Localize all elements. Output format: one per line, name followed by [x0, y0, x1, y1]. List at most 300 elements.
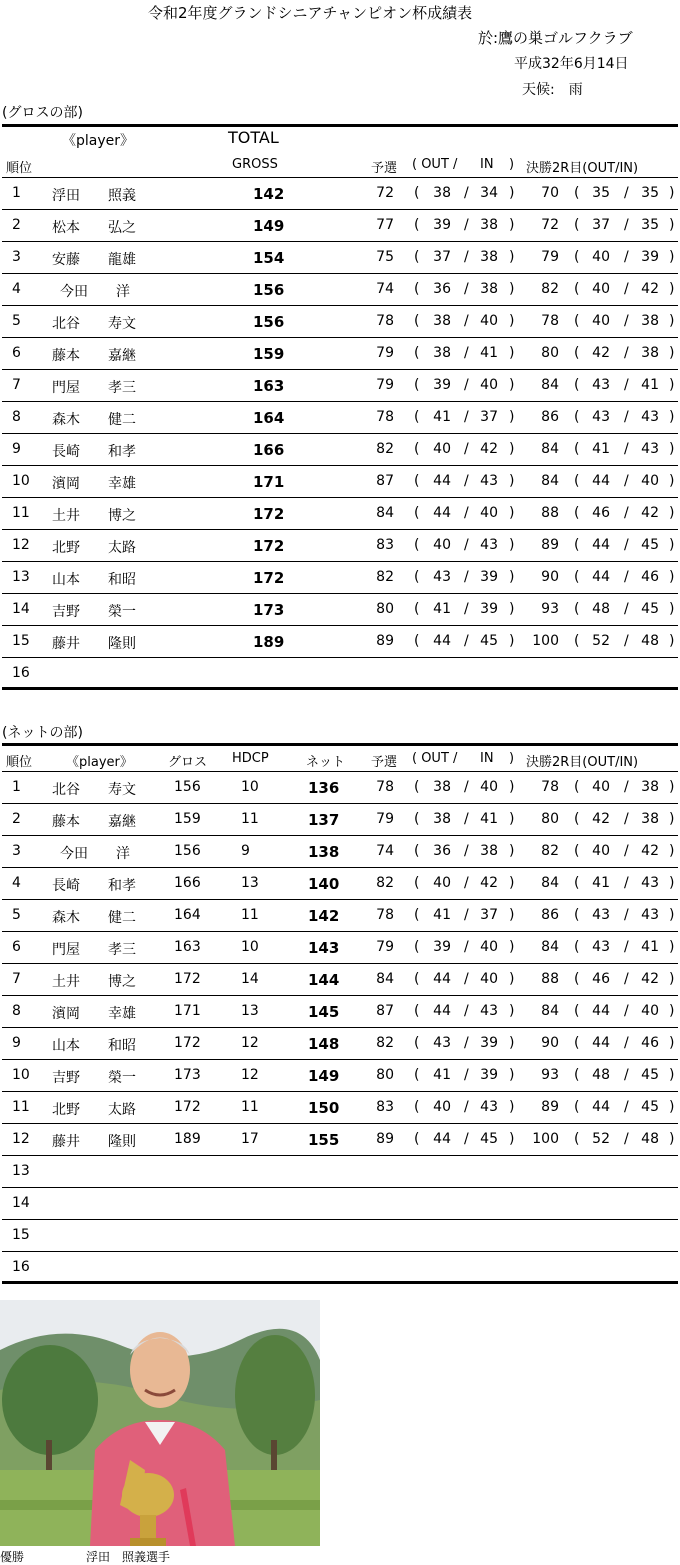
paren-open: (	[414, 875, 420, 891]
prelim-score: 75	[376, 249, 394, 265]
net-col-player: 《player》	[66, 755, 133, 770]
slash: /	[624, 313, 629, 329]
paren-close: )	[669, 249, 675, 265]
prelim-out: 40	[433, 537, 451, 553]
gross-score: 156	[174, 779, 201, 795]
gross-col-in: IN	[480, 157, 494, 172]
paren-close: )	[509, 971, 515, 987]
paren-open: (	[574, 505, 580, 521]
prelim-score: 78	[376, 779, 394, 795]
prelim-in: 38	[480, 281, 498, 297]
prelim-score: 79	[376, 345, 394, 361]
paren-open: (	[414, 249, 420, 265]
prelim-score: 72	[376, 185, 394, 201]
gross-score: 172	[174, 1035, 201, 1051]
final-out: 52	[592, 633, 610, 649]
final-out: 42	[592, 345, 610, 361]
prelim-score: 89	[376, 633, 394, 649]
paren-open: (	[574, 1067, 580, 1083]
total-gross: 156	[253, 281, 285, 299]
prelim-in: 43	[480, 537, 498, 553]
prelim-out: 38	[433, 185, 451, 201]
gross-col-rank: 順位	[6, 161, 33, 176]
gross-score: 171	[174, 1003, 201, 1019]
slash: /	[464, 377, 469, 393]
prelim-out: 39	[433, 939, 451, 955]
slash: /	[624, 633, 629, 649]
player-first-name: 榮一	[108, 1070, 136, 1086]
paren-close: )	[509, 1131, 515, 1147]
paren-close: )	[669, 473, 675, 489]
total-gross: 154	[253, 249, 285, 267]
prelim-score: 79	[376, 377, 394, 393]
slash: /	[464, 313, 469, 329]
rank-cell: 14	[12, 1195, 30, 1211]
table-row	[0, 836, 680, 868]
paren-open: (	[574, 633, 580, 649]
paren-close: )	[669, 779, 675, 795]
rank-cell: 3	[12, 249, 21, 265]
final-score: 79	[541, 249, 559, 265]
paren-open: (	[414, 907, 420, 923]
final-out: 44	[592, 1099, 610, 1115]
hdcp-value: 12	[241, 1035, 259, 1051]
paren-open: (	[574, 249, 580, 265]
slash: /	[624, 939, 629, 955]
rank-cell: 7	[12, 971, 21, 987]
paren-close: )	[509, 185, 515, 201]
slash: /	[464, 843, 469, 859]
prelim-in: 39	[480, 1067, 498, 1083]
slash: /	[464, 779, 469, 795]
paren-open: (	[574, 939, 580, 955]
final-in: 43	[641, 875, 659, 891]
net-col-rank: 順位	[6, 755, 33, 770]
prelim-score: 74	[376, 843, 394, 859]
prelim-out: 38	[433, 345, 451, 361]
prelim-score: 83	[376, 1099, 394, 1115]
slash: /	[624, 249, 629, 265]
prelim-in: 45	[480, 1131, 498, 1147]
slash: /	[624, 601, 629, 617]
net-score: 142	[308, 907, 340, 925]
final-score: 82	[541, 843, 559, 859]
prelim-out: 36	[433, 843, 451, 859]
prelim-in: 38	[480, 217, 498, 233]
paren-open: (	[414, 441, 420, 457]
rank-cell: 15	[12, 1227, 30, 1243]
winner-photo	[0, 1300, 320, 1546]
final-in: 46	[641, 1035, 659, 1051]
prelim-score: 79	[376, 939, 394, 955]
paren-open: (	[574, 1035, 580, 1051]
final-score: 84	[541, 377, 559, 393]
final-out: 43	[592, 939, 610, 955]
prelim-score: 78	[376, 313, 394, 329]
table-row	[0, 626, 680, 658]
event-date: 平成32年6月14日	[514, 56, 629, 72]
gross-score: 166	[174, 875, 201, 891]
paren-open: (	[574, 1003, 580, 1019]
final-out: 44	[592, 473, 610, 489]
paren-open: (	[414, 313, 420, 329]
table-row	[0, 498, 680, 530]
paren-close: )	[509, 537, 515, 553]
player-first-name: 洋	[116, 846, 130, 862]
final-in: 39	[641, 249, 659, 265]
rank-cell: 5	[12, 907, 21, 923]
player-first-name: 榮一	[108, 604, 136, 620]
slash: /	[624, 843, 629, 859]
paren-close: )	[669, 939, 675, 955]
table-row	[0, 996, 680, 1028]
table-row	[0, 530, 680, 562]
player-last-name: 安藤	[52, 252, 80, 268]
table-row	[0, 932, 680, 964]
paren-close: )	[669, 1131, 675, 1147]
rank-cell: 13	[12, 569, 30, 585]
slash: /	[624, 1131, 629, 1147]
paren-open: (	[414, 473, 420, 489]
final-in: 42	[641, 971, 659, 987]
paren-close: )	[509, 441, 515, 457]
player-first-name: 龍雄	[108, 252, 136, 268]
prelim-in: 43	[480, 473, 498, 489]
slash: /	[624, 537, 629, 553]
total-gross: 142	[253, 185, 285, 203]
final-in: 43	[641, 409, 659, 425]
final-out: 41	[592, 875, 610, 891]
table-row	[0, 338, 680, 370]
rank-cell: 8	[12, 409, 21, 425]
player-first-name: 幸雄	[108, 476, 136, 492]
final-out: 43	[592, 377, 610, 393]
net-score: 145	[308, 1003, 340, 1021]
final-out: 40	[592, 249, 610, 265]
paren-open: (	[414, 633, 420, 649]
paren-open: (	[574, 441, 580, 457]
paren-close: )	[669, 377, 675, 393]
player-first-name: 隆則	[108, 1134, 136, 1150]
prelim-out: 40	[433, 441, 451, 457]
player-last-name: 吉野	[52, 1070, 80, 1086]
gross-col-close: )	[509, 157, 515, 172]
prelim-score: 83	[376, 537, 394, 553]
slash: /	[464, 409, 469, 425]
slash: /	[464, 939, 469, 955]
paren-close: )	[509, 281, 515, 297]
total-gross: 172	[253, 537, 285, 555]
rank-cell: 1	[12, 185, 21, 201]
player-first-name: 幸雄	[108, 1006, 136, 1022]
hdcp-value: 11	[241, 811, 259, 827]
final-in: 38	[641, 345, 659, 361]
slash: /	[464, 569, 469, 585]
prelim-score: 74	[376, 281, 394, 297]
player-first-name: 太路	[108, 540, 136, 556]
paren-close: )	[509, 313, 515, 329]
paren-open: (	[574, 1099, 580, 1115]
player-first-name: 和孝	[108, 878, 136, 894]
paren-open: (	[574, 601, 580, 617]
net-col-final: 決勝2R目(OUT/IN)	[526, 755, 639, 770]
final-in: 40	[641, 1003, 659, 1019]
paren-open: (	[414, 217, 420, 233]
table-row	[0, 1092, 680, 1124]
slash: /	[464, 473, 469, 489]
paren-open: (	[574, 409, 580, 425]
slash: /	[624, 185, 629, 201]
final-score: 84	[541, 473, 559, 489]
total-gross: 166	[253, 441, 285, 459]
player-first-name: 隆則	[108, 636, 136, 652]
final-out: 42	[592, 811, 610, 827]
paren-open: (	[414, 843, 420, 859]
paren-close: )	[669, 971, 675, 987]
total-gross: 156	[253, 313, 285, 331]
player-first-name: 嘉継	[108, 814, 136, 830]
table-row	[0, 964, 680, 996]
prelim-in: 38	[480, 843, 498, 859]
rank-cell: 10	[12, 1067, 30, 1083]
gross-col-total: TOTAL	[228, 128, 279, 147]
gross-section-title: (グロスの部)	[2, 105, 83, 121]
final-in: 41	[641, 939, 659, 955]
paren-open: (	[414, 569, 420, 585]
gross-score: 189	[174, 1131, 201, 1147]
paren-close: )	[669, 1035, 675, 1051]
prelim-in: 41	[480, 345, 498, 361]
paren-open: (	[414, 505, 420, 521]
slash: /	[624, 281, 629, 297]
slash: /	[464, 441, 469, 457]
slash: /	[464, 1035, 469, 1051]
paren-close: )	[669, 281, 675, 297]
slash: /	[624, 217, 629, 233]
rank-cell: 11	[12, 1099, 30, 1115]
net-score: 137	[308, 811, 340, 829]
slash: /	[464, 1131, 469, 1147]
prelim-out: 38	[433, 313, 451, 329]
prelim-score: 80	[376, 1067, 394, 1083]
player-last-name: 山本	[52, 1038, 80, 1054]
prelim-in: 40	[480, 971, 498, 987]
table-row	[0, 466, 680, 498]
player-first-name: 和孝	[108, 444, 136, 460]
paren-close: )	[509, 939, 515, 955]
table-row	[0, 1060, 680, 1092]
slash: /	[624, 875, 629, 891]
prelim-out: 44	[433, 1131, 451, 1147]
player-last-name: 藤本	[52, 814, 80, 830]
hdcp-value: 10	[241, 779, 259, 795]
final-in: 35	[641, 185, 659, 201]
table-row	[0, 402, 680, 434]
paren-close: )	[669, 185, 675, 201]
paren-close: )	[669, 875, 675, 891]
total-gross: 172	[253, 505, 285, 523]
table-row	[0, 1252, 680, 1284]
rank-cell: 13	[12, 1163, 30, 1179]
final-score: 78	[541, 313, 559, 329]
final-score: 88	[541, 505, 559, 521]
net-score: 144	[308, 971, 340, 989]
table-row	[0, 1220, 680, 1252]
player-first-name: 寿文	[108, 782, 136, 798]
hdcp-value: 14	[241, 971, 259, 987]
final-score: 100	[532, 633, 559, 649]
net-col-gross: グロス	[168, 755, 208, 770]
slash: /	[464, 971, 469, 987]
slash: /	[464, 811, 469, 827]
net-score: 136	[308, 779, 340, 797]
slash: /	[464, 601, 469, 617]
player-last-name: 藤井	[52, 636, 80, 652]
prelim-out: 41	[433, 409, 451, 425]
final-in: 43	[641, 907, 659, 923]
paren-open: (	[414, 537, 420, 553]
prelim-in: 40	[480, 313, 498, 329]
paren-close: )	[509, 217, 515, 233]
rank-cell: 8	[12, 1003, 21, 1019]
paren-close: )	[509, 1035, 515, 1051]
hdcp-value: 12	[241, 1067, 259, 1083]
prelim-out: 39	[433, 377, 451, 393]
player-last-name: 松本	[52, 220, 80, 236]
final-score: 84	[541, 939, 559, 955]
paren-open: (	[414, 971, 420, 987]
paren-close: )	[509, 779, 515, 795]
final-score: 82	[541, 281, 559, 297]
table-row	[0, 210, 680, 242]
rank-cell: 15	[12, 633, 30, 649]
slash: /	[624, 569, 629, 585]
rank-cell: 9	[12, 1035, 21, 1051]
player-last-name: 濱岡	[52, 476, 80, 492]
final-score: 90	[541, 1035, 559, 1051]
final-in: 43	[641, 441, 659, 457]
prelim-score: 89	[376, 1131, 394, 1147]
gross-col-out: ( OUT /	[412, 157, 458, 172]
prelim-out: 43	[433, 569, 451, 585]
prelim-score: 84	[376, 971, 394, 987]
prelim-in: 38	[480, 249, 498, 265]
row-rule	[2, 1281, 678, 1284]
gross-score: 172	[174, 1099, 201, 1115]
final-out: 40	[592, 281, 610, 297]
paren-close: )	[669, 537, 675, 553]
final-in: 46	[641, 569, 659, 585]
net-score: 149	[308, 1067, 340, 1085]
venue-label: 於:鷹の巣ゴルフクラブ	[478, 29, 633, 47]
slash: /	[464, 1003, 469, 1019]
rank-cell: 12	[12, 1131, 30, 1147]
gross-score: 159	[174, 811, 201, 827]
total-gross: 171	[253, 473, 285, 491]
paren-close: )	[509, 1099, 515, 1115]
final-out: 43	[592, 409, 610, 425]
final-score: 80	[541, 811, 559, 827]
net-score: 150	[308, 1099, 340, 1117]
paren-close: )	[669, 843, 675, 859]
gross-score: 156	[174, 843, 201, 859]
prelim-out: 40	[433, 875, 451, 891]
net-score: 143	[308, 939, 340, 957]
prelim-out: 44	[433, 1003, 451, 1019]
slash: /	[464, 505, 469, 521]
prelim-in: 37	[480, 409, 498, 425]
final-out: 43	[592, 907, 610, 923]
prelim-in: 39	[480, 601, 498, 617]
prelim-out: 38	[433, 779, 451, 795]
prelim-in: 42	[480, 441, 498, 457]
photo-caption-label: 優勝	[0, 1550, 25, 1564]
slash: /	[464, 1067, 469, 1083]
table-row	[0, 178, 680, 210]
final-in: 38	[641, 313, 659, 329]
prelim-in: 40	[480, 505, 498, 521]
prelim-score: 82	[376, 1035, 394, 1051]
table-row	[0, 658, 680, 690]
player-first-name: 博之	[108, 974, 136, 990]
player-last-name: 浮田	[52, 188, 80, 204]
player-last-name: 藤井	[52, 1134, 80, 1150]
paren-close: )	[509, 875, 515, 891]
gross-score: 172	[174, 971, 201, 987]
final-out: 46	[592, 971, 610, 987]
gross-score: 163	[174, 939, 201, 955]
gross-col-gross: GROSS	[232, 157, 278, 172]
total-gross: 163	[253, 377, 285, 395]
table-row	[0, 868, 680, 900]
gross-col-player: 《player》	[62, 133, 135, 149]
prelim-score: 87	[376, 1003, 394, 1019]
prelim-out: 44	[433, 971, 451, 987]
prelim-in: 41	[480, 811, 498, 827]
rank-cell: 7	[12, 377, 21, 393]
rank-cell: 14	[12, 601, 30, 617]
player-last-name: 今田	[60, 846, 88, 862]
slash: /	[624, 409, 629, 425]
paren-close: )	[669, 633, 675, 649]
paren-open: (	[414, 1035, 420, 1051]
final-out: 44	[592, 569, 610, 585]
final-out: 37	[592, 217, 610, 233]
prelim-in: 40	[480, 939, 498, 955]
player-first-name: 嘉継	[108, 348, 136, 364]
player-first-name: 孝三	[108, 942, 136, 958]
prelim-out: 44	[433, 505, 451, 521]
hdcp-value: 11	[241, 1099, 259, 1115]
gross-score: 164	[174, 907, 201, 923]
final-out: 35	[592, 185, 610, 201]
player-last-name: 北谷	[52, 316, 80, 332]
final-in: 41	[641, 377, 659, 393]
paren-open: (	[574, 185, 580, 201]
paren-open: (	[414, 811, 420, 827]
final-score: 84	[541, 1003, 559, 1019]
final-score: 89	[541, 537, 559, 553]
final-in: 42	[641, 843, 659, 859]
paren-close: )	[509, 811, 515, 827]
hdcp-value: 9	[241, 843, 250, 859]
final-in: 35	[641, 217, 659, 233]
paren-open: (	[414, 409, 420, 425]
paren-open: (	[414, 1067, 420, 1083]
paren-close: )	[669, 409, 675, 425]
player-last-name: 長崎	[52, 878, 80, 894]
prelim-score: 84	[376, 505, 394, 521]
